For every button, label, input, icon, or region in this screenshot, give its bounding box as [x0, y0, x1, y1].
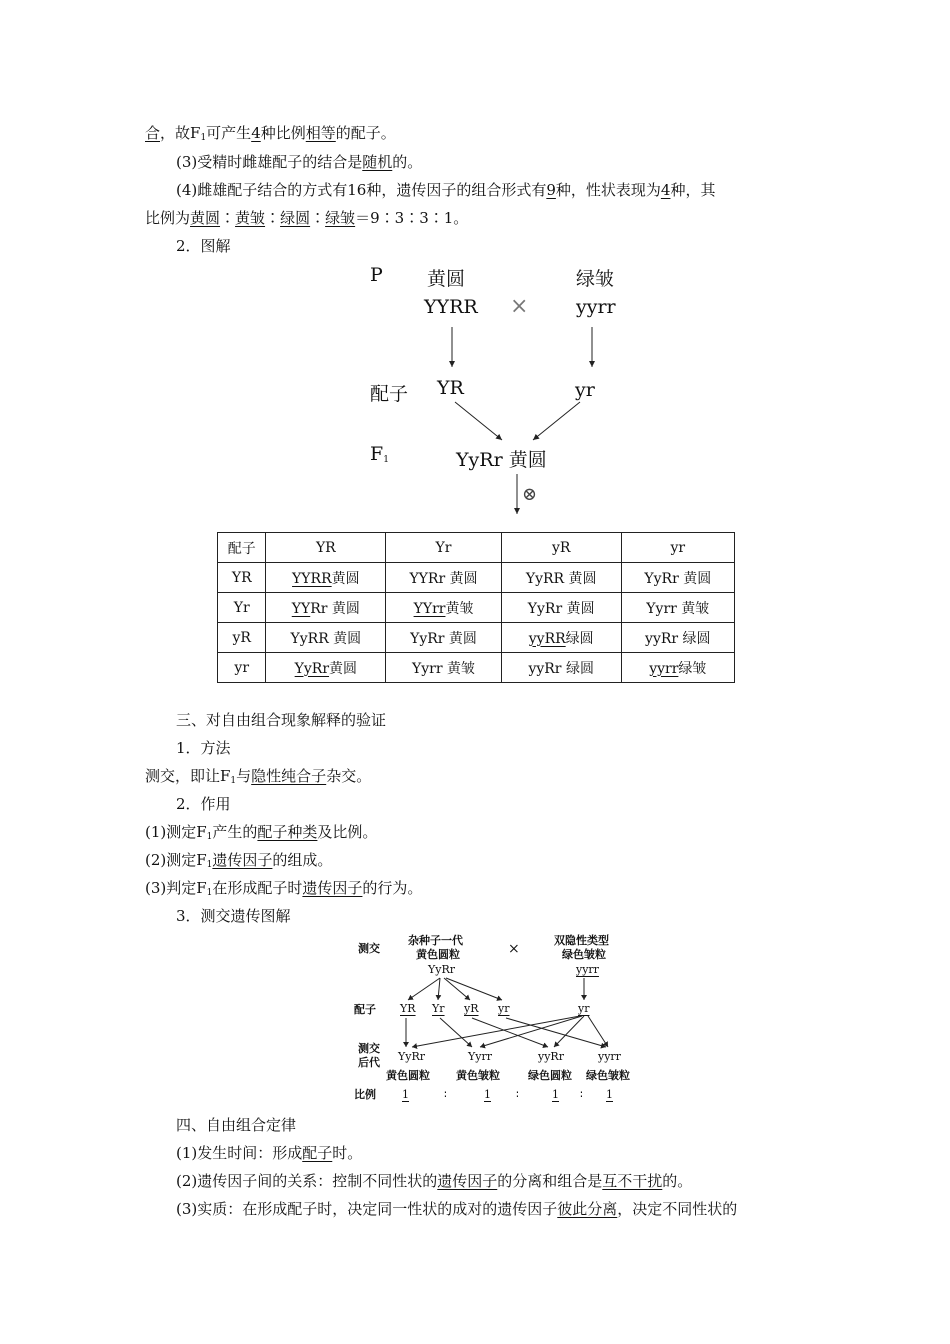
cell-text: 黄圆	[329, 660, 358, 677]
table-row	[218, 563, 735, 593]
answer-blank: 配子种类	[257, 823, 318, 841]
answer-blank: 9	[546, 181, 556, 199]
arrow	[446, 978, 502, 1000]
text-line	[176, 1143, 362, 1163]
text-span: ∶	[220, 209, 236, 227]
text-span: 种，性状表现为	[555, 181, 661, 199]
p1-phenotype: 黄圆	[427, 268, 466, 290]
subscript: 1	[206, 860, 213, 870]
text-span: 的配子。	[335, 124, 396, 142]
text-span: (4)雌雄配子结合的方式有16种，遗传因子的组合形式有	[176, 181, 547, 199]
row-gamete: YR	[218, 563, 266, 593]
offspring-label-2: 后代	[358, 1056, 380, 1069]
gamete-label: 配子	[370, 383, 409, 405]
offspring-phenotype: 黄色圆粒	[386, 1069, 430, 1082]
answer-blank: 绿圆	[280, 209, 311, 227]
tc-gamete: Yr	[432, 1002, 445, 1015]
subscript: 1	[230, 776, 237, 786]
cell-text: YyRr 黄圆	[527, 600, 595, 617]
answer-blank: 4	[660, 181, 671, 199]
offspring-phenotype: 绿色皱粒	[586, 1069, 630, 1082]
table-header: 配子	[218, 533, 266, 563]
offspring-genotype: yyRr	[538, 1050, 564, 1063]
subscript: 1	[383, 455, 389, 465]
text-span: 的组成。	[272, 851, 333, 869]
text-span: 在形成配子时	[212, 879, 303, 897]
recessive-label-1: 双隐性类型	[554, 934, 609, 947]
answer-blank: 配子	[302, 1144, 333, 1162]
p-label: P	[370, 264, 383, 286]
offspring-phenotype: 黄色皱粒	[456, 1069, 500, 1082]
answer-blank: 遗传因子	[302, 879, 363, 897]
row-gamete: Yr	[218, 593, 266, 623]
answer-blank: 黄圆	[190, 209, 221, 227]
cell-text: 黄皱	[445, 600, 474, 617]
answer-blank: 相等	[305, 124, 336, 142]
text-line	[176, 1171, 692, 1191]
table-row	[218, 593, 735, 623]
recessive-label-2: 绿色皱粒	[562, 948, 606, 961]
text-span: ∶	[310, 209, 326, 227]
tc-gamete: yr	[498, 1002, 510, 1015]
text-span: 的分离和组合是	[497, 1172, 603, 1190]
f1-letter: F	[370, 443, 384, 465]
offspring-label-1: 测交	[358, 1042, 380, 1055]
table-cell	[501, 563, 621, 593]
table-cell	[386, 563, 502, 593]
text-span: 可产生	[206, 124, 252, 142]
tc-gamete: YR	[400, 1002, 416, 1015]
arrow	[444, 978, 470, 1000]
p1-genotype: YYRR	[424, 296, 478, 318]
answer-blank: 互不干扰	[602, 1172, 663, 1190]
text-span: 及比例。	[317, 823, 378, 841]
answer-blank: 4	[251, 124, 261, 142]
table-cell	[386, 653, 502, 683]
answer-blank: 隐性纯合子	[251, 767, 327, 785]
cell-text: YyRr 黄圆	[644, 570, 712, 587]
text-line	[145, 850, 332, 875]
cell-genotype: yyrr	[649, 660, 679, 677]
subsection-title: 3．测交遗传图解	[176, 907, 291, 925]
arrow	[472, 1018, 548, 1047]
cell-text: YyRr 黄圆	[410, 630, 477, 647]
gamete-row-label: 配子	[354, 1003, 376, 1016]
text-span: 的。	[392, 153, 423, 171]
arrow	[455, 402, 502, 440]
answer-blank: 黄皱	[235, 209, 266, 227]
text-span: 种比例	[260, 124, 306, 142]
text-span: ＝9∶3∶3∶1。	[355, 209, 469, 227]
table-cell	[501, 593, 621, 623]
ratio-value: 1	[402, 1088, 409, 1101]
text-span: 时。	[332, 1144, 363, 1162]
table-cell	[266, 593, 386, 623]
table-cell	[386, 593, 502, 623]
text-span: (1)测定F	[145, 823, 207, 841]
text-span: 的行为。	[362, 879, 423, 897]
subsection-title: 1．方法	[176, 739, 231, 757]
subsection-title: 2．图解	[176, 237, 231, 255]
answer-blank: 遗传因子	[212, 851, 273, 869]
p2-genotype: yyrr	[576, 296, 616, 318]
arrow	[506, 1018, 606, 1047]
text-span: 的。	[662, 1172, 693, 1190]
cell-text: Rr 黄圆	[310, 600, 360, 617]
text-span: 测交，即让F	[145, 767, 231, 785]
text-span: 与	[236, 767, 252, 785]
cell-text: 绿圆	[565, 630, 594, 647]
punnett-square	[217, 532, 735, 683]
text-line	[145, 878, 422, 903]
cell-text: YyRR 黄圆	[525, 570, 597, 587]
ratio-label: 比例	[354, 1088, 376, 1101]
ratio-value: 1	[484, 1088, 491, 1101]
text-span: (3)受精时雌雄配子的结合是	[176, 153, 363, 171]
cell-genotype: YYRR	[292, 570, 332, 587]
subscript: 1	[200, 133, 207, 143]
table-row	[218, 653, 735, 683]
f1-result: YyRr 黄圆	[456, 449, 547, 471]
testcross-arrows	[340, 930, 660, 1110]
text-span: 产生的	[212, 823, 258, 841]
row-gamete: yR	[218, 623, 266, 653]
arrow	[408, 978, 440, 1000]
table-cell	[621, 563, 734, 593]
cell-text: 绿皱	[678, 660, 707, 677]
table-cell	[266, 623, 386, 653]
cross-symbol: ×	[508, 941, 520, 957]
ratio-colon: ∶	[444, 1088, 447, 1101]
arrow	[533, 402, 580, 440]
table-cell	[621, 653, 734, 683]
section-title: 四、自由组合定律	[176, 1116, 297, 1134]
offspring-genotype: YyRr	[398, 1050, 426, 1063]
hybrid-label-2: 黄色圆粒	[416, 948, 460, 961]
row-gamete: yr	[218, 653, 266, 683]
tc-gamete: yR	[464, 1002, 479, 1015]
text-span: ，故F	[160, 124, 201, 142]
recessive-genotype: yyrr	[576, 963, 599, 976]
cell-text: YYRr 黄圆	[409, 570, 478, 587]
cell-text: YyRR 黄圆	[290, 630, 362, 647]
table-cell	[501, 653, 621, 683]
table-header: YR	[266, 533, 386, 563]
text-span: (1)发生时间：形成	[176, 1144, 303, 1162]
testcross-label: 测交	[358, 942, 380, 955]
subsection-title: 2．作用	[176, 795, 231, 813]
table-header: yR	[501, 533, 621, 563]
offspring-genotype: yyrr	[598, 1050, 621, 1063]
cell-genotype: YY	[291, 600, 311, 617]
text-line	[176, 1199, 737, 1219]
answer-blank: 绿皱	[325, 209, 356, 227]
subscript: 1	[206, 888, 213, 898]
table-header: yr	[621, 533, 734, 563]
arrow	[554, 1016, 584, 1047]
text-span: 杂交。	[326, 767, 372, 785]
table-header-row	[218, 533, 735, 563]
text-line	[145, 822, 377, 847]
testcross-diagram	[340, 930, 660, 1110]
text-span: ，决定不同性状的	[617, 1200, 738, 1218]
section-title: 三、对自由组合现象解释的验证	[176, 711, 387, 729]
arrow	[438, 978, 440, 1000]
ratio-colon: ∶	[580, 1088, 583, 1101]
text-span: ∶	[265, 209, 281, 227]
table-cell	[266, 563, 386, 593]
offspring-phenotype: 绿色圆粒	[528, 1069, 572, 1082]
cross-symbol: ×	[510, 294, 529, 319]
cell-genotype: YyRr	[294, 660, 330, 677]
gamete-2: yr	[575, 379, 595, 401]
hybrid-label-1: 杂种子一代	[408, 934, 463, 947]
selfing-icon: ⊗	[522, 484, 538, 505]
cell-text: yyRr 绿圆	[645, 630, 711, 647]
subscript: 1	[206, 832, 213, 842]
p2-phenotype: 绿皱	[576, 268, 615, 290]
text-span: 种，其	[670, 181, 716, 199]
cell-genotype: yyRR	[528, 630, 566, 647]
text-span: (3)判定F	[145, 879, 207, 897]
arrow	[440, 1018, 472, 1047]
cell-text: Yyrr 黄皱	[646, 600, 710, 617]
answer-blank: 合	[145, 124, 161, 142]
cell-text: Yyrr 黄皱	[412, 660, 476, 677]
text-span: (3)实质：在形成配子时，决定同一性状的成对的遗传因子	[176, 1200, 558, 1218]
ratio-value: 1	[552, 1088, 559, 1101]
table-header: Yr	[386, 533, 502, 563]
table-cell	[621, 623, 734, 653]
text-span: 比例为	[145, 209, 191, 227]
cell-genotype: YYrr	[413, 600, 446, 617]
table-cell	[501, 623, 621, 653]
text-span: (2)测定F	[145, 851, 207, 869]
answer-blank: 随机	[362, 153, 393, 171]
text-span: (2)遗传因子间的关系：控制不同性状的	[176, 1172, 438, 1190]
cell-text: yyRr 绿圆	[528, 660, 594, 677]
table-cell	[621, 593, 734, 623]
table-cell	[386, 623, 502, 653]
tc-recessive-gamete: yr	[578, 1002, 590, 1015]
table-row	[218, 623, 735, 653]
hybrid-genotype: YyRr	[428, 963, 456, 976]
text-line	[145, 766, 371, 791]
table-cell	[266, 653, 386, 683]
cross-arrows	[0, 0, 950, 530]
offspring-genotype: Yyrr	[468, 1050, 492, 1063]
answer-blank: 遗传因子	[437, 1172, 498, 1190]
gamete-1: YR	[437, 377, 464, 399]
ratio-value: 1	[606, 1088, 613, 1101]
ratio-colon: ∶	[516, 1088, 519, 1101]
answer-blank: 彼此分离	[557, 1200, 618, 1218]
cell-text: 黄圆	[331, 570, 360, 587]
